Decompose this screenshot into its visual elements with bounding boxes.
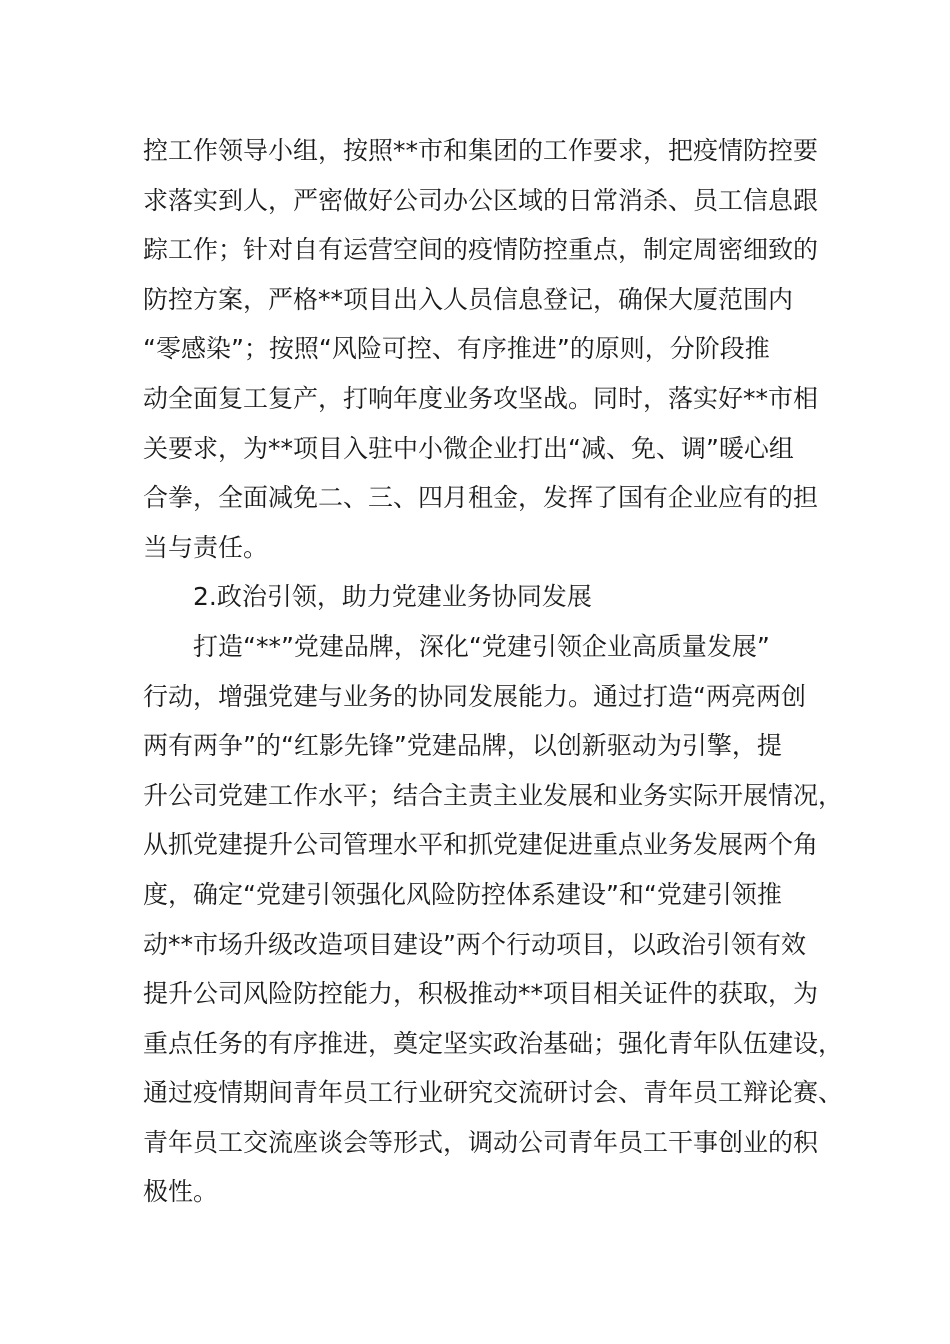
- text-line: 极性。: [143, 1177, 219, 1207]
- text-line: 度，确定“党建引领强化风险防控体系建设”和“党建引领推: [143, 879, 782, 909]
- text-line: 提升公司风险防控能力，积极推动**项目相关证件的获取，为: [143, 979, 819, 1009]
- text-line: 行动，增强党建与业务的协同发展能力。通过打造“两亮两创: [143, 681, 806, 711]
- text-line: 青年员工交流座谈会等形式，调动公司青年员工干事创业的积: [143, 1127, 819, 1157]
- text-line: 打造“**”党建品牌，深化“党建引领企业高质量发展”: [193, 631, 770, 661]
- text-line: 重点任务的有序推进，奠定坚实政治基础；强化青年队伍建设，: [143, 1028, 844, 1058]
- text-line: 两有两争”的“红影先锋”党建品牌，以创新驱动为引擎，提: [143, 731, 782, 761]
- text-line: 动全面复工复产，打响年度业务攻坚战。同时，落实好**市相: [143, 383, 819, 413]
- text-line: 控工作领导小组，按照**市和集团的工作要求，把疫情防控要: [143, 136, 819, 165]
- text-line: 从抓党建提升公司管理水平和抓党建促进重点业务发展两个角: [143, 830, 819, 860]
- section-heading: 2.政治引领，助力党建业务协同发展: [193, 582, 592, 612]
- text-line: 防控方案，严格**项目出入人员信息登记，确保大厦范围内: [143, 284, 794, 314]
- text-line: 升公司党建工作水平；结合主责主业发展和业务实际开展情况，: [143, 780, 844, 810]
- paragraph-pandemic-control: [143, 126, 819, 572]
- text-line: “零感染”；按照“风险可控、有序推进”的原则，分阶段推: [143, 334, 770, 364]
- text-line: 动**市场升级改造项目建设”两个行动项目，以政治引领有效: [143, 929, 806, 959]
- text-line: 合拳，全面减免二、三、四月租金，发挥了国有企业应有的担: [143, 483, 819, 513]
- document-body: [143, 126, 844, 1217]
- text-line: 踪工作；针对自有运营空间的疫情防控重点，制定周密细致的: [143, 235, 819, 265]
- text-line: 求落实到人，严密做好公司办公区域的日常消杀、员工信息跟: [143, 185, 819, 215]
- text-line: 通过疫情期间青年员工行业研究交流研讨会、青年员工辩论赛、: [143, 1078, 844, 1108]
- text-line: 关要求，为**项目入驻中小微企业打出“减、免、调”暖心组: [143, 433, 794, 463]
- paragraph-party-building: [143, 622, 844, 1217]
- text-line: 当与责任。: [143, 532, 269, 562]
